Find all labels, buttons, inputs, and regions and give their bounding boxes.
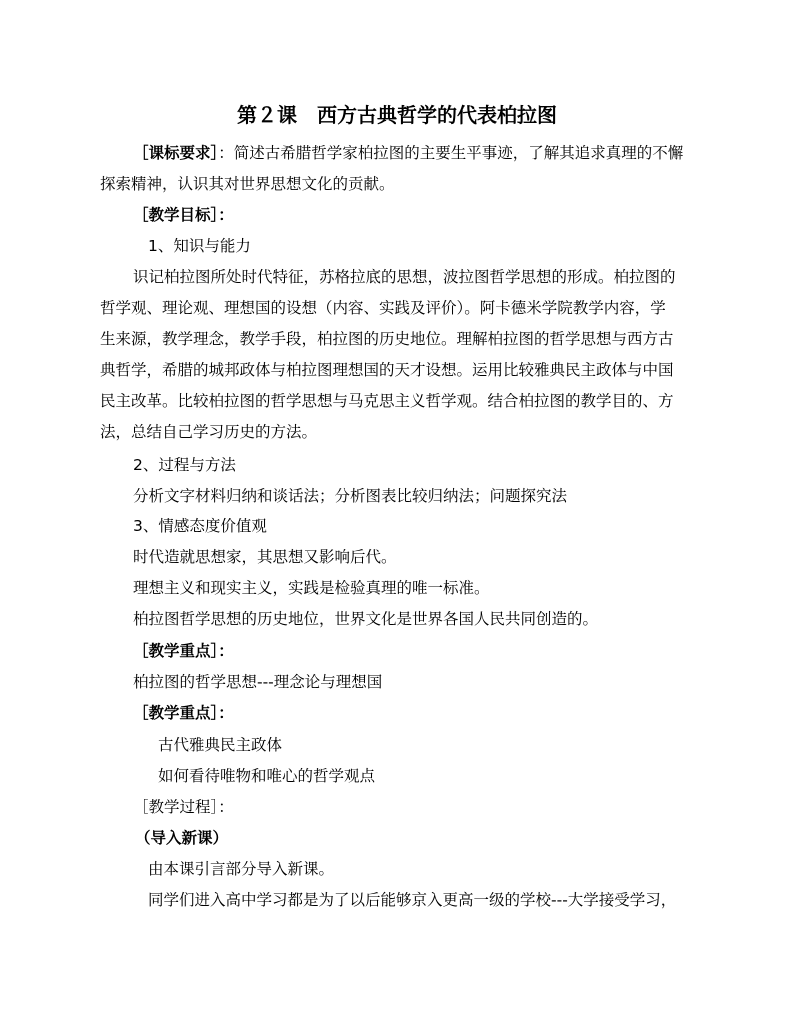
goal-section-1-title: 1、知识与能力	[148, 237, 251, 255]
curriculum-requirement-text: ：简述古希腊哲学家柏拉图的主要生平事迹，了解其追求真理的不懈	[218, 144, 684, 162]
intro-heading: （导入新课）	[135, 829, 229, 847]
curriculum-requirement-label: ［课标要求］	[133, 144, 219, 162]
goal-section-2-title: 2、过程与方法	[133, 456, 236, 474]
goal-section-1-line: 哲学观、理论观、理想国的设想（内容、实践及评价）。阿卡德米学院教学内容，学	[100, 299, 666, 317]
difficult-points-heading: ［教学重点］：	[133, 704, 234, 722]
curriculum-requirement-line-2: 探索精神，认识其对世界思想文化的贡献。	[100, 175, 395, 193]
teaching-goals-heading: ［教学目标］：	[133, 206, 234, 224]
process-line: 由本课引言部分导入新课。	[148, 860, 335, 878]
curriculum-requirement-line-1	[133, 143, 683, 163]
key-points-heading: ［教学重点］：	[133, 642, 234, 660]
goal-section-2-line: 分析文字材料归纳和谈话法；分析图表比较归纳法；问题探究法	[133, 487, 568, 505]
goal-section-3-line: 柏拉图哲学思想的历史地位，世界文化是世界各国人民共同创造的。	[133, 610, 599, 628]
difficult-points-line: 如何看待唯物和唯心的哲学观点	[158, 767, 376, 785]
goal-section-1-line: 典哲学，希腊的城邦政体与柏拉图理想国的天才设想。运用比较雅典民主政体与中国	[100, 361, 674, 379]
teaching-process-heading: ［教学过程］：	[133, 798, 234, 816]
key-points-line: 柏拉图的哲学思想---理念论与理想国	[133, 673, 383, 691]
goal-section-1-line: 生来源，教学理念，教学手段，柏拉图的历史地位。理解柏拉图的哲学思想与西方古	[100, 330, 674, 348]
goal-section-1-line: 法，总结自己学习历史的方法。	[100, 423, 318, 441]
goal-section-3-line: 时代造就思想家，其思想又影响后代。	[133, 548, 397, 566]
goal-section-1-line: 识记柏拉图所处时代特征，苏格拉底的思想，波拉图哲学思想的形成。柏拉图的	[133, 268, 676, 286]
goal-section-3-line: 理想主义和现实主义，实践是检验真理的唯一标准。	[133, 579, 490, 597]
document-title: 第２课 西方古典哲学的代表柏拉图	[237, 103, 557, 127]
process-line: 同学们进入高中学习都是为了以后能够京入更高一级的学校---大学接受学习，	[148, 891, 677, 909]
goal-section-3-title: 3、情感态度价值观	[133, 517, 267, 535]
difficult-points-line: 古代雅典民主政体	[158, 736, 283, 754]
goal-section-1-line: 民主改革。比较柏拉图的哲学思想与马克思主义哲学观。结合柏拉图的教学目的、方	[100, 392, 674, 410]
